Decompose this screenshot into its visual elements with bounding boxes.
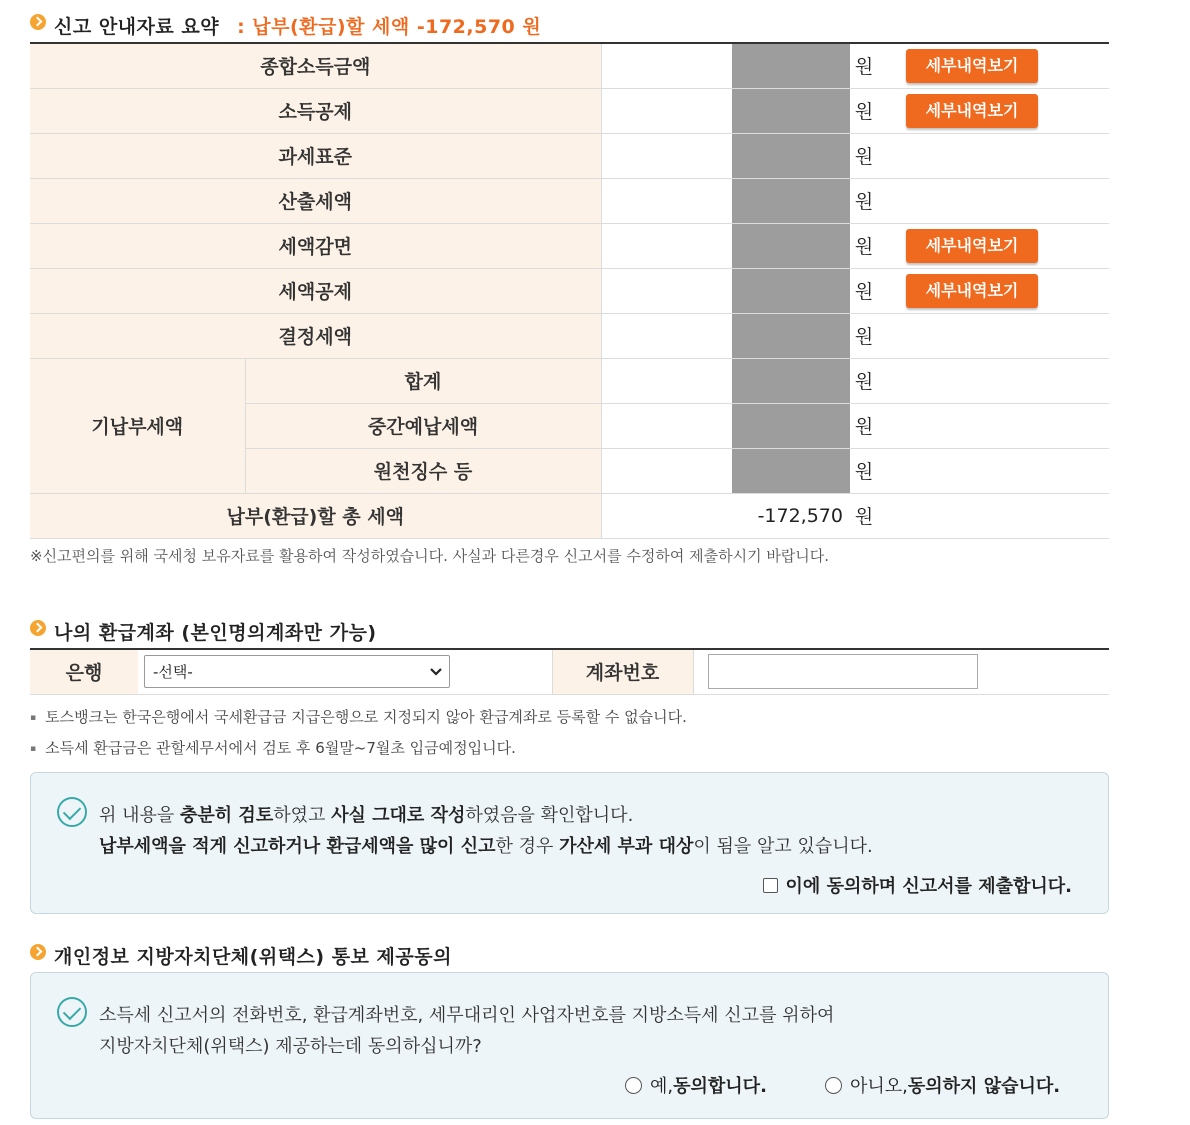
- refund-note-2: ▪ 소득세 환급금은 관할세무서에서 검토 후 6월말~7월초 입금예정입니다.: [30, 737, 516, 758]
- unit-label: 원: [849, 133, 879, 178]
- redacted-block: [732, 314, 850, 358]
- confirm-line-1: [99, 801, 633, 827]
- refund-account-table: [30, 648, 1109, 695]
- row-label: 산출세액: [30, 178, 601, 223]
- refund-note-1: ▪ 토스뱅크는 한국은행에서 국세환급금 지급은행으로 지정되지 않아 환급계좌로 등록할 수 없습니다.: [30, 706, 687, 727]
- bank-label: 은행: [30, 649, 138, 694]
- text: 이 됨을 알고 있습니다.: [693, 836, 873, 857]
- confirm-agree-option[interactable]: [763, 872, 1072, 898]
- privacy-no-label: 동의하지 않습니다.: [907, 1076, 1061, 1097]
- text: 위 내용을: [99, 805, 180, 826]
- privacy-title: 개인정보 지방자치단체(위택스) 통보 제공동의: [54, 945, 452, 968]
- redacted-block: [732, 89, 850, 133]
- emphasis: 가산세 부과 대상: [559, 836, 694, 857]
- detail-button-tax-credit[interactable]: 세부내역보기: [906, 274, 1038, 308]
- final-label: 납부(환급)할 총 세액: [30, 493, 601, 538]
- unit-label: 원: [849, 88, 879, 133]
- table-row: [30, 88, 1109, 133]
- row-label: 세액공제: [30, 268, 601, 313]
- row-label: 중간예납세액: [245, 403, 601, 448]
- summary-note: ※신고편의를 위해 국세청 보유자료를 활용하여 작성하였습니다. 사실과 다른경우 신고서를 수정하여 제출하시기 바랍니다.: [30, 547, 830, 565]
- agree-checkbox[interactable]: [763, 878, 778, 893]
- unit-label: 원: [849, 403, 879, 448]
- table-row: [30, 178, 1109, 223]
- redacted-block: [732, 44, 850, 88]
- row-value: [601, 223, 849, 268]
- summary-title: 신고 안내자료 요약: [54, 15, 220, 38]
- row-value: [601, 358, 849, 403]
- bank-select-value: -선택-: [153, 663, 193, 682]
- privacy-box: [30, 972, 1109, 1119]
- privacy-yes-prefix: 예,: [650, 1076, 674, 1097]
- detail-button-tax-reduction[interactable]: 세부내역보기: [906, 229, 1038, 263]
- table-row: [30, 313, 1109, 358]
- refund-section-title: [30, 616, 377, 646]
- confirm-box: [30, 772, 1109, 914]
- redacted-block: [732, 449, 850, 493]
- row-label: 종합소득금액: [30, 43, 601, 88]
- redacted-block: [732, 224, 850, 268]
- redacted-block: [732, 404, 850, 448]
- chevron-circle-icon: [30, 944, 46, 960]
- bank-select[interactable]: [144, 655, 450, 688]
- text: 하였고: [273, 805, 332, 826]
- text: 하였음을 확인합니다.: [465, 805, 634, 826]
- summary-table: [30, 42, 1109, 539]
- emphasis: 납부세액을 적게 신고하거나 환급세액을 많이 신고: [99, 836, 496, 857]
- privacy-yes-radio[interactable]: [625, 1077, 642, 1094]
- chevron-down-icon: [429, 667, 443, 677]
- summary-section-title: [30, 10, 541, 40]
- redacted-block: [732, 134, 850, 178]
- table-row: [30, 493, 1109, 538]
- table-row: [30, 268, 1109, 313]
- row-label: 합계: [245, 358, 601, 403]
- text: 한 경우: [495, 836, 560, 857]
- privacy-yes-label: 동의합니다.: [673, 1076, 767, 1097]
- account-number-input[interactable]: [708, 654, 978, 689]
- row-value: [601, 178, 849, 223]
- privacy-no-radio[interactable]: [825, 1077, 842, 1094]
- unit-label: 원: [849, 493, 879, 538]
- row-value: [601, 88, 849, 133]
- privacy-section-title: [30, 940, 452, 970]
- detail-button-income[interactable]: 세부내역보기: [906, 49, 1038, 83]
- emphasis: 충분히 검토: [180, 805, 274, 826]
- table-row: [30, 43, 1109, 88]
- emphasis: 사실 그대로 작성: [331, 805, 466, 826]
- table-row: [30, 133, 1109, 178]
- row-label: 결정세액: [30, 313, 601, 358]
- refund-title: 나의 환급계좌 (본인명의계좌만 가능): [54, 621, 377, 644]
- row-value: [601, 448, 849, 493]
- row-value: [601, 133, 849, 178]
- confirm-line-2: [99, 832, 873, 858]
- unit-label: 원: [849, 358, 879, 403]
- row-value: [601, 43, 849, 88]
- privacy-yes-option[interactable]: [625, 1072, 767, 1098]
- chevron-circle-icon: [30, 14, 46, 30]
- row-value: [601, 268, 849, 313]
- redacted-block: [732, 269, 850, 313]
- agree-checkbox-label: 이에 동의하며 신고서를 제출합니다.: [785, 876, 1072, 897]
- unit-label: 원: [849, 268, 879, 313]
- redacted-block: [732, 179, 850, 223]
- prepaid-group-label: 기납부세액: [30, 358, 245, 493]
- chevron-circle-icon: [30, 620, 46, 636]
- row-label: 원천징수 등: [245, 448, 601, 493]
- privacy-no-option[interactable]: [825, 1072, 1060, 1098]
- row-label: 세액감면: [30, 223, 601, 268]
- unit-label: 원: [849, 448, 879, 493]
- row-label: 소득공제: [30, 88, 601, 133]
- table-row: [30, 358, 1109, 403]
- check-circle-icon: [57, 997, 87, 1027]
- final-value: -172,570: [601, 493, 849, 538]
- unit-label: 원: [849, 313, 879, 358]
- table-row: [30, 223, 1109, 268]
- summary-total-highlight: : 납부(환급)할 세액 -172,570 원: [237, 15, 542, 38]
- privacy-line-1: 소득세 신고서의 전화번호, 환급계좌번호, 세무대리인 사업자번호를 지방소득세 신고를 위하여: [99, 1005, 835, 1026]
- unit-label: 원: [849, 223, 879, 268]
- check-circle-icon: [57, 797, 87, 827]
- account-number-label: 계좌번호: [552, 649, 693, 694]
- privacy-line-2: 지방자치단체(위택스) 제공하는데 동의하십니까?: [99, 1036, 482, 1057]
- row-value: [601, 313, 849, 358]
- row-value: [601, 403, 849, 448]
- detail-button-deduction[interactable]: 세부내역보기: [906, 94, 1038, 128]
- privacy-no-prefix: 아니오,: [850, 1076, 908, 1097]
- redacted-block: [732, 359, 850, 403]
- unit-label: 원: [849, 43, 879, 88]
- table-row: [30, 649, 1109, 694]
- row-label: 과세표준: [30, 133, 601, 178]
- unit-label: 원: [849, 178, 879, 223]
